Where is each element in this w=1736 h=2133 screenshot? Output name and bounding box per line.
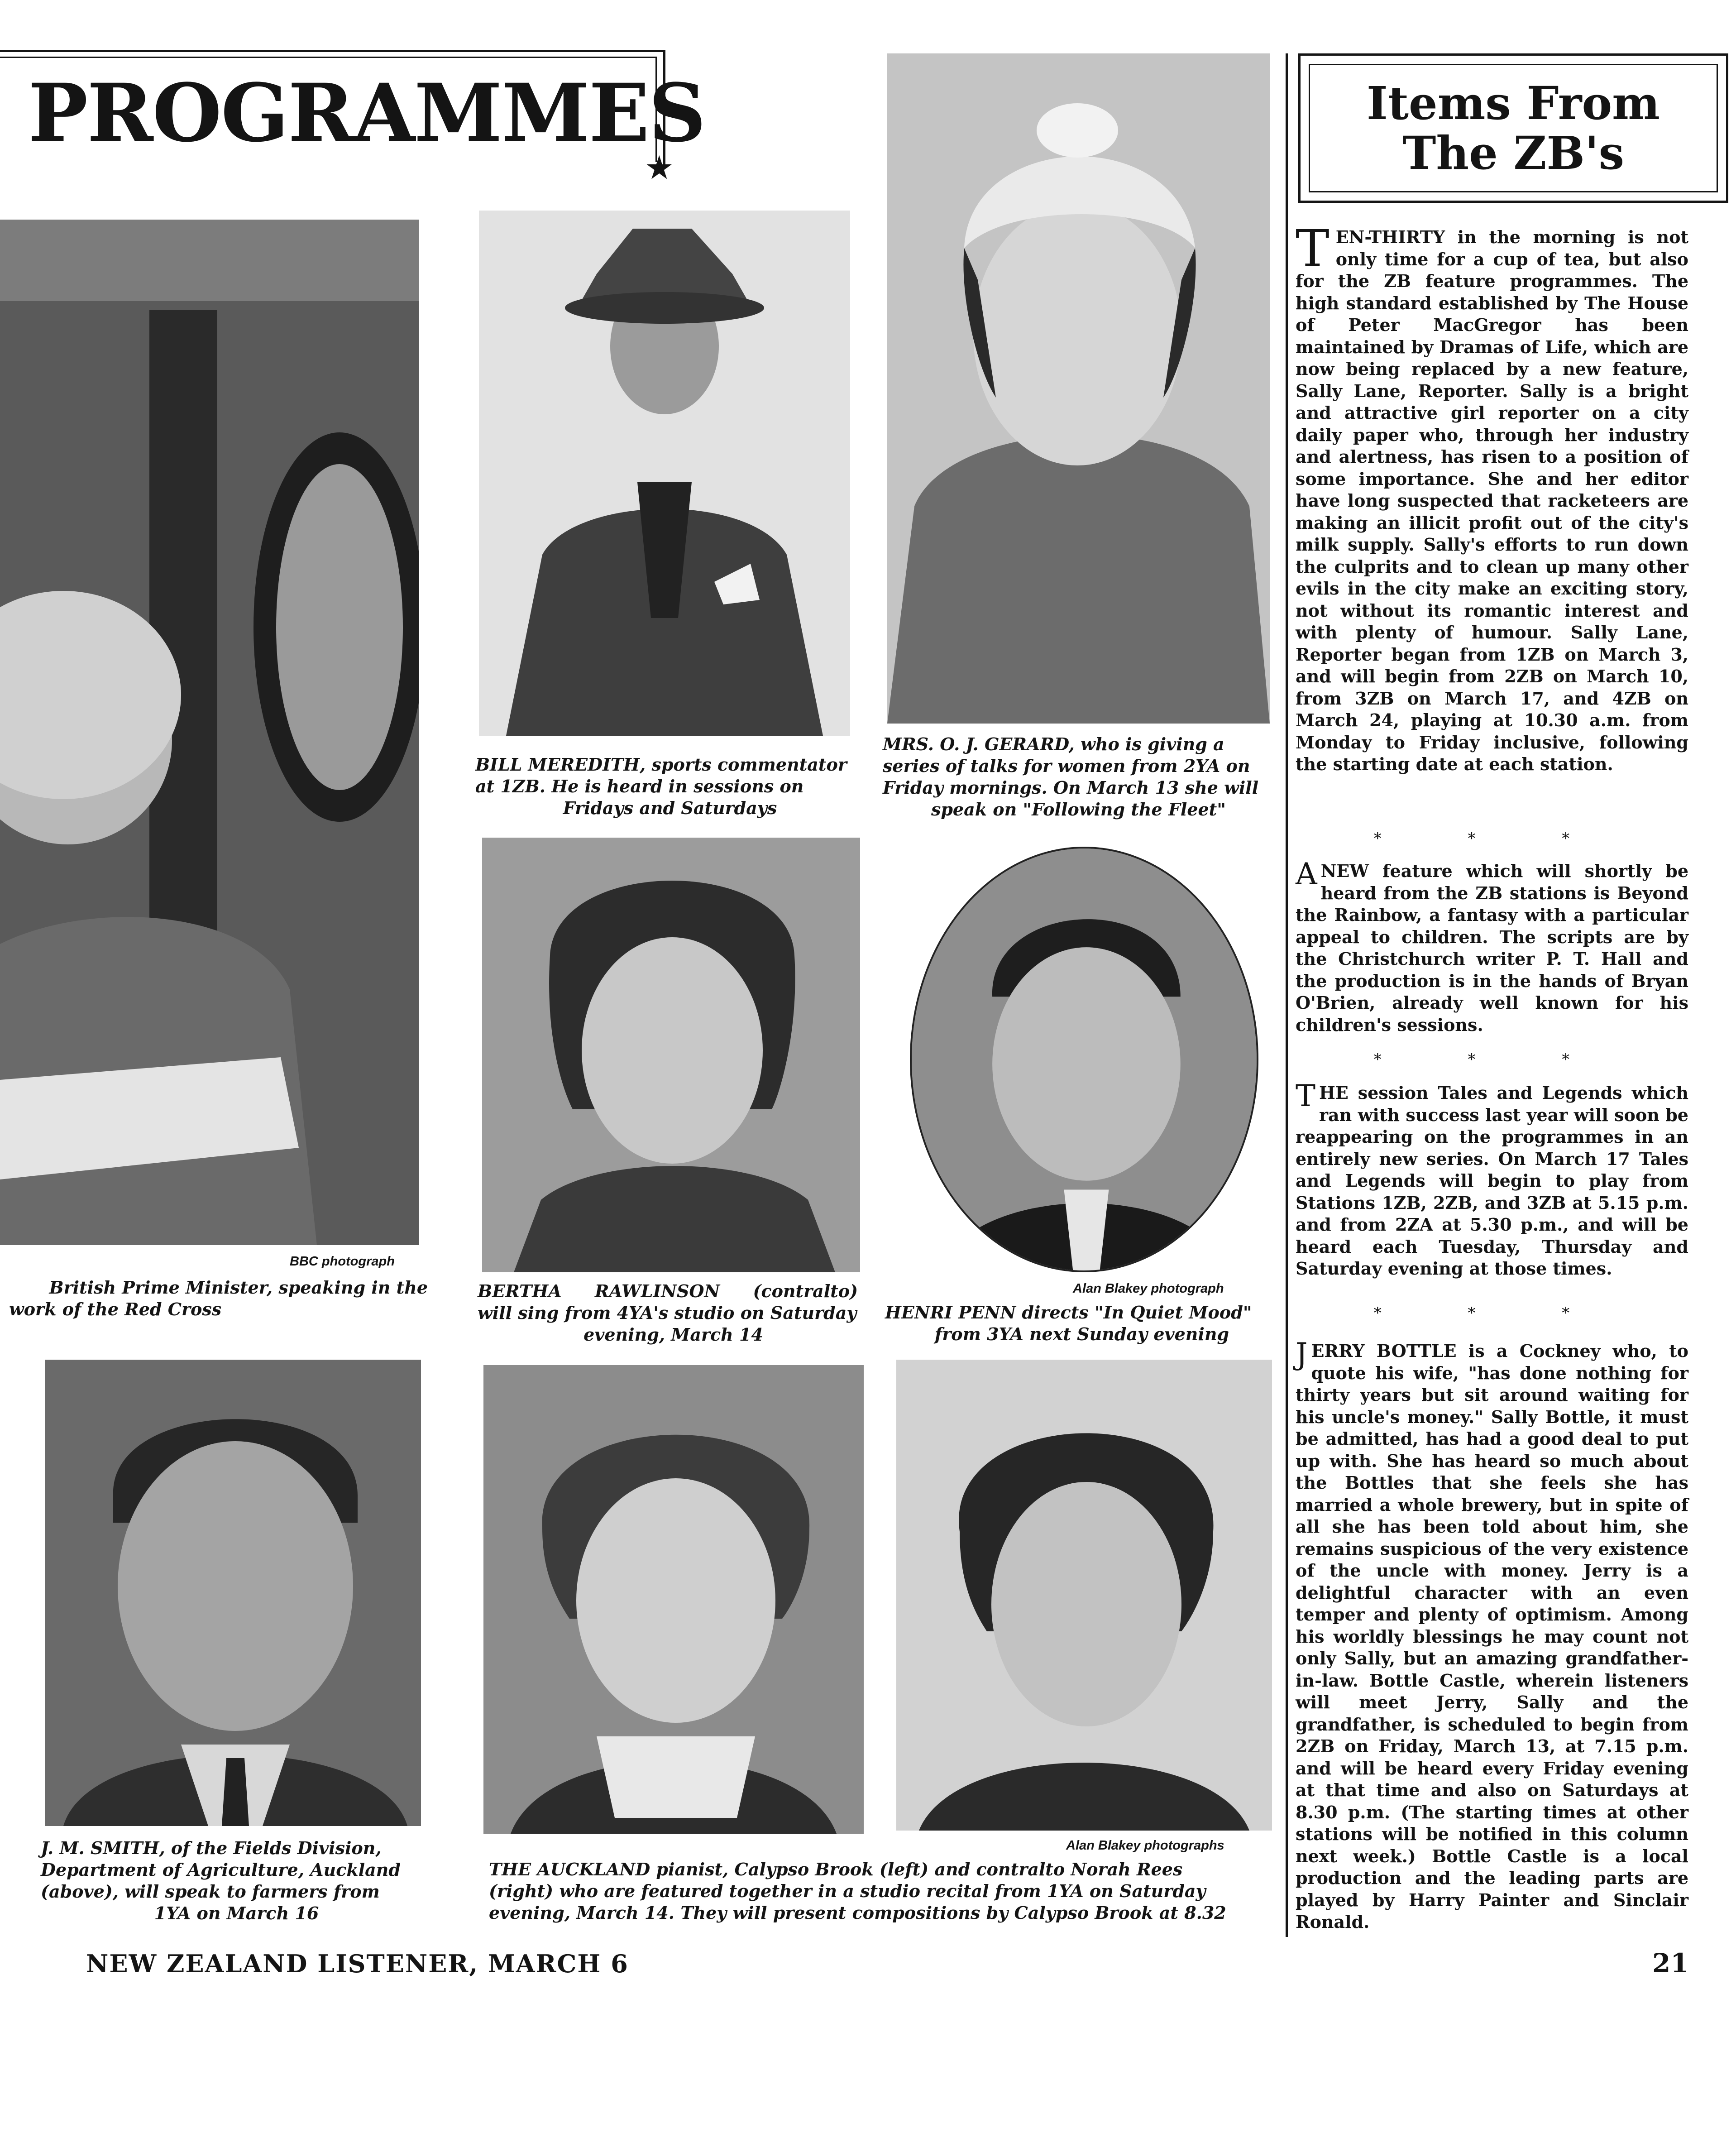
rawlinson-photo: [482, 838, 860, 1272]
auckland-caption: [489, 1859, 1272, 1924]
penn-credit: Alan Blakey photograph: [1073, 1281, 1224, 1296]
drop-cap: J: [1296, 1337, 1308, 1371]
caption-line: 1YA on March 16: [154, 1903, 319, 1923]
caption-line: work of the Red Cross: [9, 1299, 222, 1319]
caption-line: evening, March 14: [583, 1324, 763, 1345]
paragraph-text: NEW feature which will shortly be heard from the ZB stations is Beyond the Rainbow, a fantasy with a particular appeal to children. The scripts are by the Christchurch writer P. T. Hall and the production is in the hands of Bryan O'Brien, already well known for his children's sessions.: [1296, 861, 1688, 1035]
caption-line: MRS. O. J. GERARD, who is giving a: [883, 734, 1224, 754]
penn-caption: [885, 1302, 1279, 1345]
calypso-brook-photo: [483, 1365, 864, 1834]
meredith-caption: [475, 754, 865, 819]
caption-line: series of talks for women from 2YA on: [883, 756, 1250, 776]
article-paragraph-3: [1296, 1078, 1688, 1299]
section-divider: * * *: [1373, 1050, 1611, 1069]
section-divider: * * *: [1373, 1304, 1611, 1322]
caption-line: (above), will speak to farmers from: [41, 1881, 380, 1902]
norah-rees-photo: [896, 1360, 1272, 1831]
rawlinson-caption: [478, 1280, 869, 1346]
sidebar-title-line1: Items From: [1367, 77, 1660, 130]
sidebar-title-box: [1298, 53, 1728, 203]
paragraph-text: EN-THIRTY in the morning is not only time for a cup of tea, but also for the ZB feature programmes. The high standard established by The House of Peter MacGregor has been maintained by Dramas of Life, which are now being replaced by a new feature, Sally Lane, Reporter. Sally is a bright and attractive girl reporter on a city daily paper who, through her industry and alertness, has risen to a position of some importance. She and her editor have long suspected that racketeers are making an illicit profit out of the city's milk supply. Sally's efforts to run down the culprits and to clean up many other evils in the city make an exciting story, not without its romantic interest and with plenty of humour. Sally Lane, Reporter began from 1ZB on March 3, and will begin from 2ZB on March 10, from 3ZB on March 17, and 4ZB on March 24, playing at 10.30 a.m. from Monday to Friday inclusive, following the starting date at each station.: [1296, 227, 1688, 774]
paragraph-text: HE session Tales and Legends which ran with success last year will soon be reappearing on the programmes in an entirely new series. On March 17 Tales and Legends will begin to play from Stations 1ZB, 2ZB, and 3ZB at 5.15 p.m. and from 2ZA at 5.30 p.m., and will be heard each Tuesday, Thursday and Saturday evening at those times.: [1296, 1083, 1688, 1279]
smith-caption: [41, 1837, 432, 1924]
star-icon: ★: [645, 149, 674, 187]
prime-minister-caption: [0, 1277, 428, 1320]
drop-cap: T: [1296, 1078, 1316, 1113]
caption-line: Department of Agriculture, Auckland: [41, 1860, 401, 1880]
footer-page-number: 21: [1652, 1948, 1689, 1979]
caption-line: at 1ZB. He is heard in sessions on: [475, 776, 804, 796]
caption-line: THE AUCKLAND pianist, Calypso Brook (left) and contralto Norah Rees: [489, 1859, 1183, 1879]
drop-cap: A: [1296, 857, 1317, 892]
gerard-caption: [883, 733, 1274, 820]
paragraph-text: ERRY BOTTLE is a Cockney who, to quote his wife, "has done nothing for thirty years but sit around waiting for his uncle's money." Sally Bottle, it must be admitted, has had a good deal to put up with. She has heard so much about the Bottles that she feels she has married a whole brewery, but in spite of all she has been told about him, she remains suspicious of the very existence of the uncle with money. Jerry is a delightful character with an even temper and plenty of optimism. Among his worldly blessings he may count not only Sally, but an amazing grandfather-in-law. Bottle Castle, wherein listeners will meet Jerry, Sally and the grandfather, is scheduled to begin from 2ZB on Friday, March 13, at 7.15 p.m. and will be heard every Friday evening at that time and also on Saturdays at 8.30 p.m. (The starting times at other stations will be notified in this column next week.) Bottle Castle is a local production and the leading parts are played by Harry Painter and Sinclair Ronald.: [1296, 1341, 1688, 1932]
caption-line: HENRI PENN directs "In Quiet Mood": [885, 1302, 1252, 1323]
footer-publication: NEW ZEALAND LISTENER, MARCH 6: [86, 1949, 629, 1978]
caption-line: Friday mornings. On March 13 she will: [883, 777, 1259, 798]
auckland-credit: Alan Blakey photographs: [1066, 1838, 1224, 1853]
caption-line: from 3YA next Sunday evening: [934, 1324, 1229, 1344]
page-title: PROGRAMMES: [28, 66, 705, 160]
column-rule: [1286, 53, 1288, 1937]
caption-line: BILL MEREDITH, sports commentator: [475, 754, 847, 775]
article-paragraph-1: [1296, 220, 1688, 815]
caption-line: will sing from 4YA's studio on Saturday: [478, 1303, 857, 1323]
smith-photo: [45, 1360, 421, 1826]
caption-line: speak on "Following the Fleet": [931, 799, 1226, 820]
caption-line: BERTHA RAWLINSON (contralto): [478, 1281, 858, 1301]
prime-minister-credit: BBC photograph: [290, 1254, 395, 1269]
article-paragraph-4: [1296, 1337, 1688, 1932]
gerard-photo: [887, 53, 1270, 724]
section-divider: * * *: [1373, 829, 1611, 848]
prime-minister-photo: [0, 220, 419, 1245]
penn-photo: [910, 847, 1258, 1272]
caption-line: J. M. SMITH, of the Fields Division,: [41, 1838, 382, 1858]
article-paragraph-2: [1296, 857, 1688, 1041]
meredith-photo: [479, 211, 850, 736]
caption-line: Fridays and Saturdays: [563, 798, 777, 818]
caption-line: (right) who are featured together in a studio recital from 1YA on Saturday: [489, 1881, 1206, 1901]
sidebar-title-line2: The ZB's: [1402, 126, 1624, 180]
caption-line: evening, March 14. They will present compositions by Calypso Brook at 8.32: [489, 1903, 1226, 1923]
caption-line: British Prime Minister, speaking in the: [49, 1277, 428, 1298]
drop-cap: T: [1296, 220, 1329, 278]
